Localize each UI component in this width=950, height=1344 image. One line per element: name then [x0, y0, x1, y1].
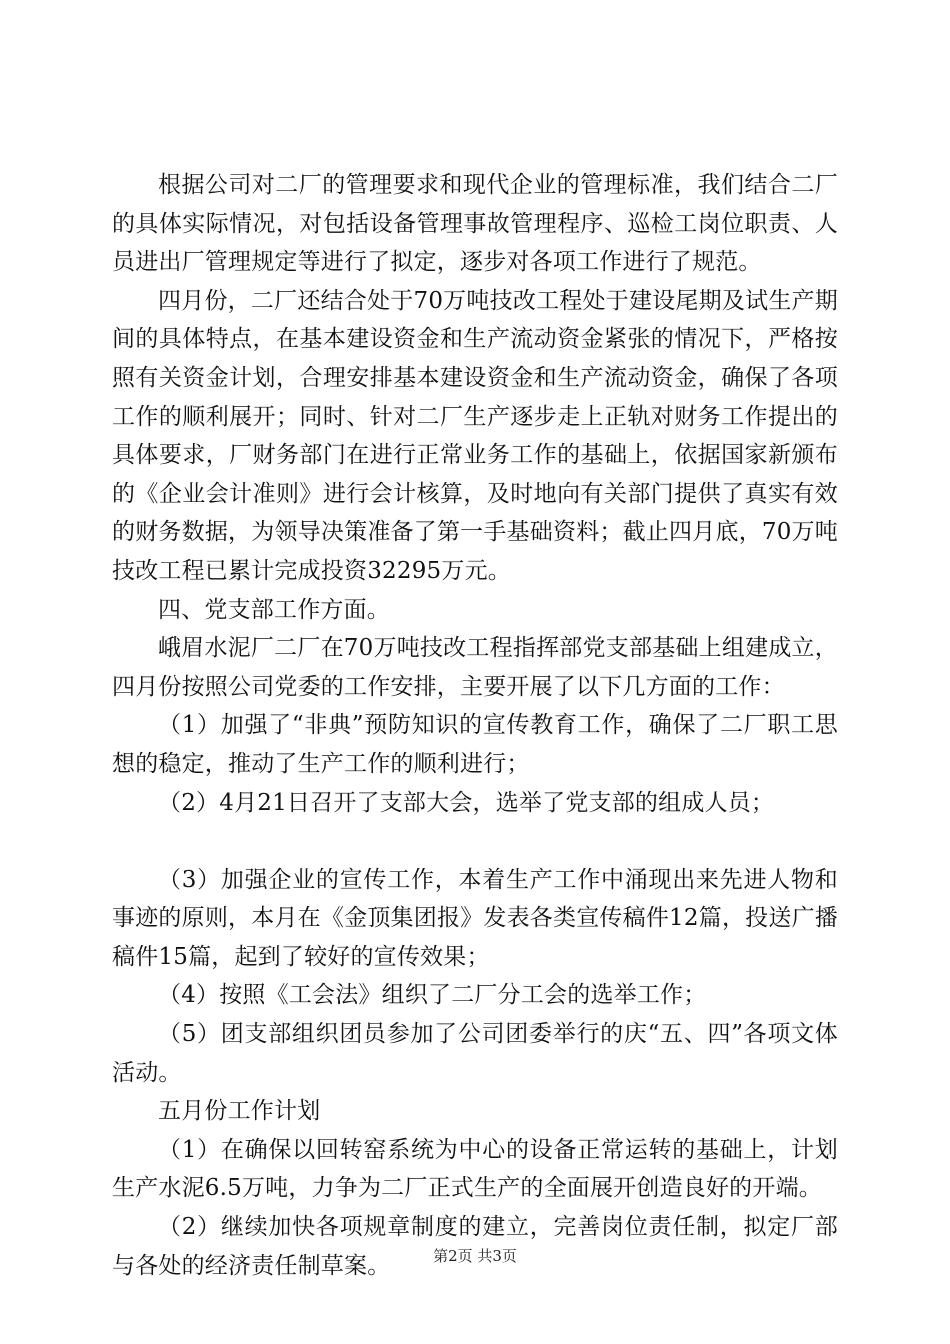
list-item-4: （4）按照《工会法》组织了二厂分工会的选举工作； — [158, 982, 707, 1009]
section-heading-party-branch: 四、党支部工作方面。 — [158, 596, 390, 623]
list-item-3: （3）加强企业的宣传工作，本着生产工作中涌现出来先进人物和事迹的原则，本月在《金顶集团报》发表各类宣传稿件12篇，投送广播稿件15篇，起到了较好的宣传效果； — [112, 866, 838, 970]
blank-line — [112, 822, 838, 861]
section-heading-may-plan: 五月份工作计划 — [158, 1098, 321, 1125]
document-body — [112, 166, 838, 1285]
paragraph-party-branch-intro: 峨眉水泥厂二厂在70万吨技改工程指挥部党支部基础上组建成立，四月份按照公司党委的工作安排，主要开展了以下几方面的工作： — [112, 635, 838, 700]
paragraph-april-finance: 四月份，二厂还结合处于70万吨技改工程处于建设尾期及试生产期间的具体特点，在基本建设资金和生产流动资金紧张的情况下，严格按照有关资金计划，合理安排基本建设资金和生产流动资金，确保了各项工作的顺利展开；同时、针对二厂生产逐步走上正轨对财务工作提出的具体要求，厂财务部门在进行正常业务工作的基础上，依据国家新颁布的《企业会计准则》进行会计核算，及时地向有关部门提供了真实有效的财务数据，为领导决策准备了第一手基础资料；截止四月底，70万吨技改工程已累计完成投资32295万元。 — [112, 287, 838, 584]
plan-item-2: （2）继续加快各项规章制度的建立，完善岗位责任制，拟定厂部与各处的经济责任制草案。 — [112, 1214, 838, 1279]
list-item-5: （5）团支部组织团员参加了公司团委举行的庆“五、四”各项文体活动。 — [112, 1021, 838, 1086]
paragraph-management-standards: 根据公司对二厂的管理要求和现代企业的管理标准，我们结合二厂的具体实际情况，对包括设备管理事故管理程序、巡检工岗位职责、人员进出厂管理规定等进行了拟定，逐步对各项工作进行了规范。 — [112, 172, 838, 276]
list-item-2: （2）4月21日召开了支部大会，选举了党支部的组成人员； — [158, 789, 775, 816]
page-footer: 第2页 共3页 — [433, 1247, 517, 1265]
plan-item-1: （1）在确保以回转窑系统为中心的设备正常运转的基础上，计划生产水泥6.5万吨，力争为二厂正式生产的全面展开创造良好的开端。 — [112, 1136, 838, 1202]
list-item-1: （1）加强了“非典”预防知识的宣传教育工作，确保了二厂职工思想的稳定，推动了生产工作的顺利进行； — [112, 712, 838, 777]
